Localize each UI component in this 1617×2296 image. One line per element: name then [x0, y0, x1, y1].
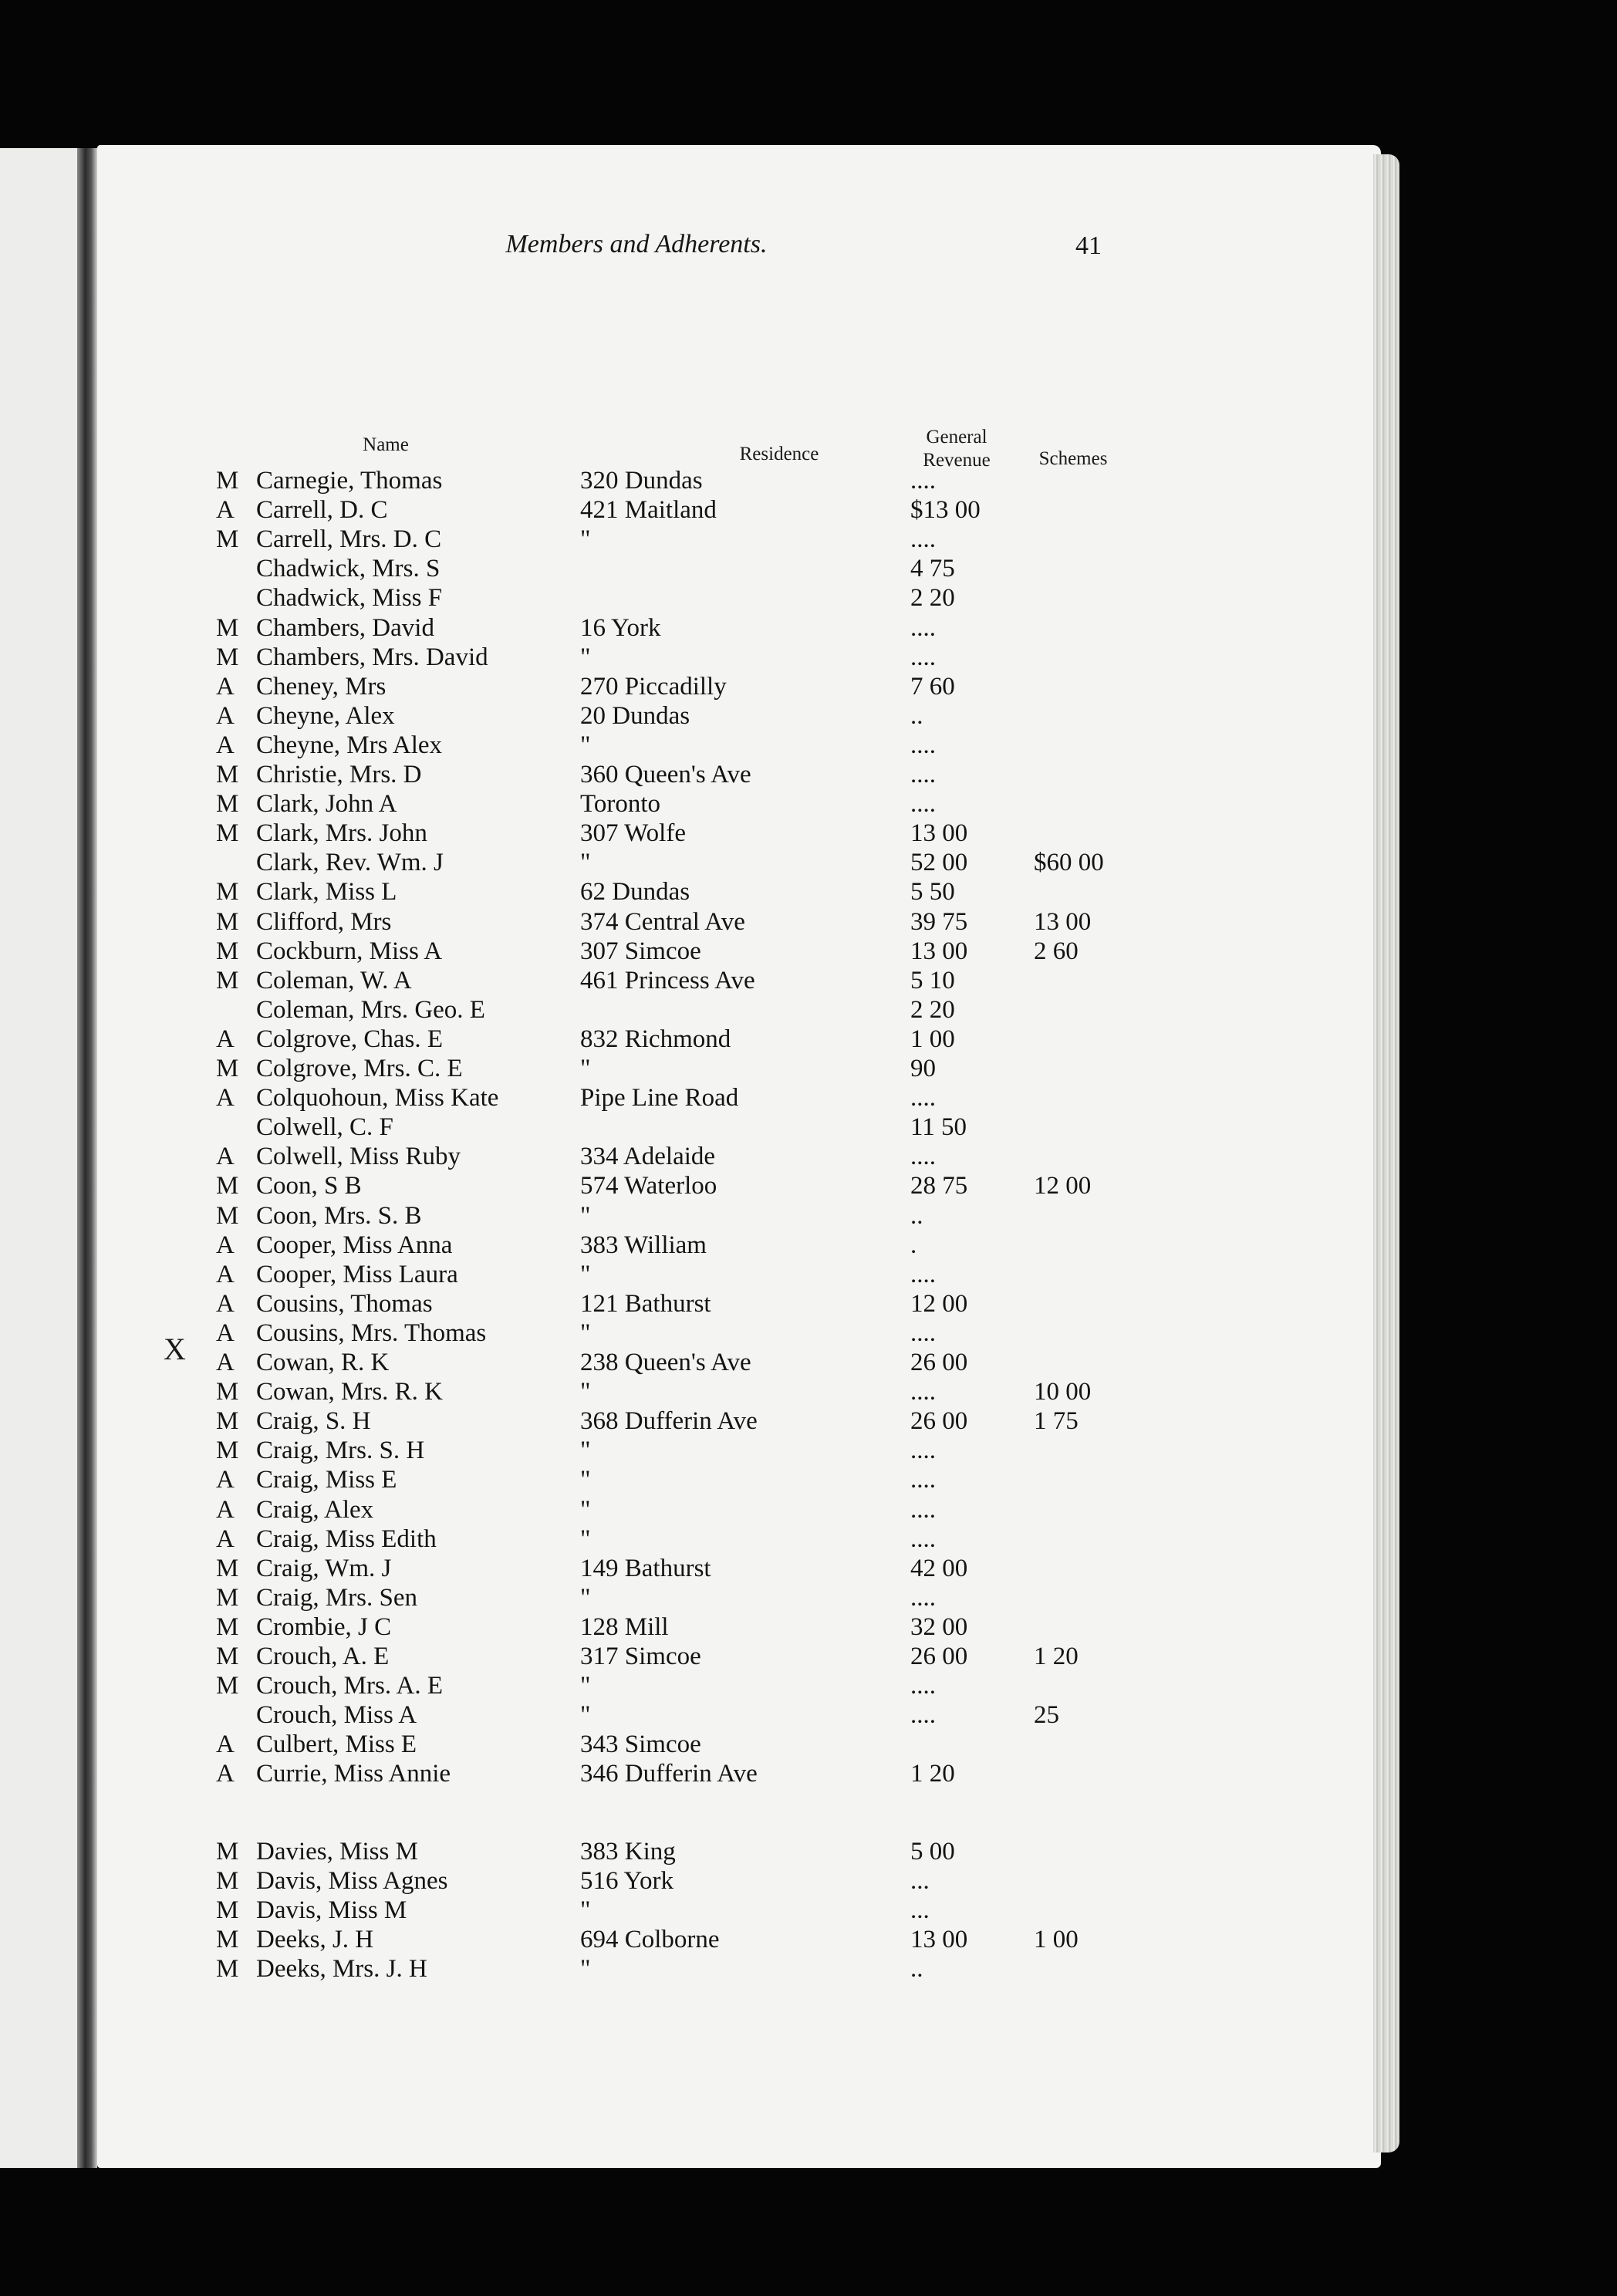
- member-status: M: [216, 1925, 239, 1953]
- member-status: A: [216, 1524, 235, 1553]
- table-row: [0, 1925, 1157, 1954]
- member-name: Coleman, W. A: [256, 966, 412, 994]
- general-revenue-amount: ....: [910, 731, 936, 759]
- member-residence: ": [580, 643, 591, 671]
- member-status: A: [216, 1466, 235, 1494]
- member-name: Clifford, Mrs: [256, 907, 392, 936]
- table-row: [0, 1495, 1157, 1524]
- page-number: 41: [1075, 231, 1102, 260]
- member-residence: 128 Mill: [580, 1612, 669, 1641]
- member-status: M: [216, 790, 239, 819]
- general-revenue-amount: 5 10: [910, 966, 955, 994]
- member-name: Craig, Miss E: [256, 1466, 397, 1494]
- column-header-general-line1: General: [926, 427, 987, 447]
- member-residence: 694 Colborne: [580, 1925, 720, 1953]
- member-residence: ": [580, 1466, 591, 1494]
- member-name: Crombie, J C: [256, 1612, 392, 1641]
- running-head: Members and Adherents.: [505, 230, 768, 258]
- member-status: M: [216, 1643, 239, 1670]
- table-row: [0, 877, 1157, 907]
- table-row: [0, 1837, 1157, 1866]
- member-status: M: [216, 1055, 239, 1082]
- member-residence: 343 Simcoe: [580, 1730, 701, 1759]
- general-revenue-amount: 11 50: [910, 1113, 967, 1142]
- member-residence: 832 Richmond: [580, 1025, 731, 1053]
- member-name: Currie, Miss Annie: [256, 1760, 451, 1788]
- general-revenue-amount: 26 00: [910, 1349, 968, 1376]
- table-row: [0, 819, 1157, 848]
- member-name: Cockburn, Miss A: [256, 937, 443, 965]
- member-residence: 149 Bathurst: [580, 1554, 711, 1582]
- table-row: [0, 1954, 1157, 1984]
- general-revenue-amount: ....: [910, 1437, 936, 1465]
- member-residence: ": [580, 1701, 591, 1730]
- member-name: Craig, Mrs. Sen: [256, 1583, 417, 1612]
- member-status: M: [216, 761, 239, 788]
- member-name: Deeks, Mrs. J. H: [256, 1954, 427, 1983]
- table-row: [0, 1025, 1157, 1054]
- member-status: M: [216, 878, 239, 907]
- table-row: [0, 1377, 1157, 1406]
- column-header-residence: Residence: [739, 444, 819, 464]
- member-residence: ": [580, 1201, 591, 1230]
- general-revenue-amount: ....: [910, 1143, 936, 1171]
- member-status: M: [216, 525, 239, 554]
- general-revenue-amount: $13 00: [910, 496, 981, 525]
- member-name: Deeks, J. H: [256, 1925, 374, 1953]
- member-residence: ": [580, 849, 591, 877]
- member-residence: 307 Wolfe: [580, 819, 686, 848]
- member-status: M: [216, 1896, 239, 1924]
- member-status: A: [216, 1319, 235, 1347]
- member-name: Cheney, Mrs: [256, 672, 387, 701]
- member-name: Craig, S. H: [256, 1407, 371, 1436]
- member-residence: ": [580, 1260, 591, 1288]
- schemes-amount: $60 00: [1034, 849, 1104, 877]
- general-revenue-amount: 13 00: [910, 937, 968, 965]
- table-row: [0, 848, 1157, 877]
- member-status: A: [216, 1730, 235, 1759]
- member-residence: 62 Dundas: [580, 878, 690, 907]
- general-revenue-amount: 1 20: [910, 1760, 955, 1788]
- table-row: [0, 495, 1157, 525]
- general-revenue-amount: 13 00: [910, 1925, 968, 1953]
- table-row: [0, 1730, 1157, 1759]
- general-revenue-amount: 13 00: [910, 819, 968, 848]
- schemes-amount: 12 00: [1034, 1172, 1092, 1200]
- member-status: M: [216, 1201, 239, 1230]
- member-residence: 461 Princess Ave: [580, 966, 755, 994]
- table-row: [0, 1866, 1157, 1896]
- member-residence: 383 King: [580, 1837, 676, 1866]
- member-name: Culbert, Miss E: [256, 1730, 417, 1759]
- member-status: M: [216, 1554, 239, 1582]
- member-name: Crouch, Mrs. A. E: [256, 1672, 443, 1700]
- member-status: A: [216, 1025, 235, 1053]
- member-residence: 346 Dufferin Ave: [580, 1760, 758, 1788]
- general-revenue-amount: 39 75: [910, 907, 968, 936]
- general-revenue-amount: ...: [910, 1896, 930, 1924]
- table-row: [0, 1319, 1157, 1348]
- table-row: [0, 1524, 1157, 1554]
- member-name: Crouch, Miss A: [256, 1701, 417, 1730]
- general-revenue-amount: 5 50: [910, 878, 955, 907]
- member-name: Cooper, Miss Laura: [256, 1260, 458, 1288]
- member-residence: ": [580, 1672, 591, 1700]
- general-revenue-amount: 2 20: [910, 584, 955, 613]
- general-revenue-amount: ....: [910, 1084, 936, 1113]
- member-status: A: [216, 1260, 235, 1288]
- member-name: Coleman, Mrs. Geo. E: [256, 995, 485, 1024]
- table-row: [0, 1436, 1157, 1465]
- member-residence: ": [580, 1583, 591, 1612]
- member-status: M: [216, 1954, 239, 1983]
- member-residence: 320 Dundas: [580, 467, 703, 495]
- member-status: A: [216, 496, 235, 525]
- table-row: [0, 613, 1157, 643]
- member-residence: ": [580, 1378, 591, 1406]
- member-status: A: [216, 1495, 235, 1524]
- general-revenue-amount: ....: [910, 1672, 936, 1700]
- general-revenue-amount: ..: [910, 1201, 923, 1230]
- general-revenue-amount: 1 00: [910, 1025, 955, 1053]
- member-status: A: [216, 701, 235, 730]
- table-row: [0, 1896, 1157, 1925]
- member-residence: 368 Dufferin Ave: [580, 1407, 758, 1436]
- member-status: M: [216, 1407, 239, 1436]
- table-row: [0, 701, 1157, 731]
- general-revenue-amount: ....: [910, 643, 936, 671]
- member-name: Cheyne, Alex: [256, 701, 395, 730]
- member-name: Cowan, R. K: [256, 1349, 390, 1376]
- member-name: Coon, S B: [256, 1172, 362, 1200]
- general-revenue-amount: ....: [910, 1378, 936, 1406]
- table-row: [0, 1406, 1157, 1436]
- member-status: M: [216, 1837, 239, 1866]
- member-name: Clark, John A: [256, 790, 397, 819]
- member-name: Clark, Mrs. John: [256, 819, 427, 848]
- general-revenue-amount: ....: [910, 1495, 936, 1524]
- general-revenue-amount: ....: [910, 613, 936, 642]
- member-status: M: [216, 1172, 239, 1200]
- member-status: A: [216, 1143, 235, 1171]
- general-revenue-amount: 52 00: [910, 849, 968, 877]
- table-row: [0, 1260, 1157, 1289]
- member-residence: ": [580, 1495, 591, 1524]
- member-name: Colwell, Miss Ruby: [256, 1143, 461, 1171]
- table-row: [0, 1465, 1157, 1494]
- member-residence: 383 William: [580, 1231, 707, 1259]
- member-name: Crouch, A. E: [256, 1643, 390, 1670]
- member-residence: ": [580, 731, 591, 759]
- member-name: Colquohoun, Miss Kate: [256, 1084, 499, 1113]
- member-name: Craig, Alex: [256, 1495, 374, 1524]
- member-name: Chadwick, Miss F: [256, 584, 443, 613]
- table-row: [0, 995, 1157, 1025]
- table-row: [0, 789, 1157, 819]
- table-row: [0, 1759, 1157, 1788]
- table-row: [0, 1554, 1157, 1583]
- general-revenue-amount: ....: [910, 1524, 936, 1553]
- general-revenue-amount: ....: [910, 467, 936, 495]
- table-row: [0, 1348, 1157, 1377]
- member-name: Chambers, David: [256, 613, 434, 642]
- column-header-schemes: Schemes: [1038, 448, 1108, 469]
- table-row: [0, 525, 1157, 554]
- member-status: M: [216, 1672, 239, 1700]
- table-row: [0, 672, 1157, 701]
- member-residence: 307 Simcoe: [580, 937, 701, 965]
- handwritten-margin-mark: X: [164, 1332, 186, 1366]
- table-row: [0, 583, 1157, 613]
- member-residence: ": [580, 1055, 591, 1082]
- member-residence: 121 Bathurst: [580, 1289, 711, 1318]
- general-revenue-amount: ....: [910, 1260, 936, 1288]
- member-name: Davies, Miss M: [256, 1837, 418, 1866]
- general-revenue-amount: ....: [910, 1583, 936, 1612]
- member-residence: ": [580, 1896, 591, 1924]
- member-residence: 334 Adelaide: [580, 1143, 716, 1171]
- member-name: Cheyne, Mrs Alex: [256, 731, 443, 759]
- member-residence: 16 York: [580, 613, 661, 642]
- table-row: [0, 1054, 1157, 1083]
- general-revenue-amount: ....: [910, 1701, 936, 1730]
- member-status: A: [216, 1289, 235, 1318]
- member-name: Coon, Mrs. S. B: [256, 1201, 422, 1230]
- member-residence: 574 Waterloo: [580, 1172, 717, 1200]
- member-name: Davis, Miss M: [256, 1896, 407, 1924]
- table-row: [0, 1642, 1157, 1671]
- member-name: Clark, Rev. Wm. J: [256, 849, 444, 877]
- general-revenue-amount: .: [910, 1231, 917, 1259]
- schemes-amount: 2 60: [1034, 937, 1079, 965]
- table-row: [0, 1142, 1157, 1171]
- member-name: Carrell, Mrs. D. C: [256, 525, 442, 554]
- schemes-amount: 1 20: [1034, 1643, 1079, 1670]
- table-row: [0, 1671, 1157, 1700]
- member-name: Craig, Mrs. S. H: [256, 1437, 425, 1465]
- member-residence: Pipe Line Road: [580, 1084, 739, 1113]
- member-residence: ": [580, 1524, 591, 1553]
- member-status: M: [216, 907, 239, 936]
- general-revenue-amount: ...: [910, 1866, 930, 1895]
- table-row: [0, 554, 1157, 583]
- member-residence: Toronto: [580, 790, 661, 819]
- general-revenue-amount: 32 00: [910, 1612, 968, 1641]
- table-row: [0, 1083, 1157, 1113]
- general-revenue-amount: 90: [910, 1055, 936, 1082]
- general-revenue-amount: 2 20: [910, 995, 955, 1024]
- general-revenue-amount: 26 00: [910, 1643, 968, 1670]
- table-row: [0, 937, 1157, 966]
- member-status: M: [216, 1866, 239, 1895]
- member-name: Carnegie, Thomas: [256, 467, 443, 495]
- member-residence: 421 Maitland: [580, 496, 717, 525]
- schemes-amount: 1 75: [1034, 1407, 1079, 1436]
- table-row: [0, 1113, 1157, 1142]
- table-row: [0, 1289, 1157, 1319]
- table-row: [0, 643, 1157, 672]
- table-row: [0, 1201, 1157, 1231]
- member-residence: ": [580, 1319, 591, 1347]
- member-name: Clark, Miss L: [256, 878, 397, 907]
- member-status: A: [216, 1349, 235, 1376]
- general-revenue-amount: ....: [910, 525, 936, 554]
- schemes-amount: 25: [1034, 1701, 1059, 1730]
- member-name: Colwell, C. F: [256, 1113, 393, 1142]
- member-name: Davis, Miss Agnes: [256, 1866, 448, 1895]
- general-revenue-amount: ....: [910, 1319, 936, 1347]
- member-status: A: [216, 1231, 235, 1259]
- table-row: [0, 907, 1157, 937]
- table-row: [0, 966, 1157, 995]
- general-revenue-amount: ..: [910, 1954, 923, 1983]
- table-row: [0, 731, 1157, 760]
- general-revenue-amount: 4 75: [910, 555, 955, 583]
- general-revenue-amount: 12 00: [910, 1289, 968, 1318]
- member-status: M: [216, 937, 239, 965]
- member-residence: ": [580, 1954, 591, 1983]
- table-row: [0, 760, 1157, 789]
- general-revenue-amount: 42 00: [910, 1554, 968, 1582]
- member-status: M: [216, 966, 239, 994]
- general-revenue-amount: 7 60: [910, 672, 955, 701]
- member-status: A: [216, 1084, 235, 1113]
- general-revenue-amount: ..: [910, 701, 923, 730]
- member-residence: ": [580, 1437, 591, 1465]
- member-status: M: [216, 1378, 239, 1406]
- member-residence: 516 York: [580, 1866, 674, 1895]
- general-revenue-amount: 26 00: [910, 1407, 968, 1436]
- general-revenue-amount: ....: [910, 790, 936, 819]
- member-residence: 270 Piccadilly: [580, 672, 727, 701]
- member-status: M: [216, 613, 239, 642]
- member-status: M: [216, 643, 239, 671]
- member-name: Colgrove, Mrs. C. E: [256, 1055, 463, 1082]
- table-row: [0, 1583, 1157, 1612]
- table-row: [0, 1700, 1157, 1730]
- member-residence: 360 Queen's Ave: [580, 761, 751, 788]
- member-residence: ": [580, 525, 591, 554]
- schemes-amount: 13 00: [1034, 907, 1092, 936]
- member-name: Craig, Miss Edith: [256, 1524, 437, 1553]
- member-name: Christie, Mrs. D: [256, 761, 422, 788]
- general-revenue-amount: ....: [910, 761, 936, 788]
- member-status: A: [216, 672, 235, 701]
- member-status: M: [216, 1437, 239, 1465]
- member-name: Cousins, Thomas: [256, 1289, 433, 1318]
- member-name: Chadwick, Mrs. S: [256, 555, 441, 583]
- member-status: M: [216, 1612, 239, 1641]
- general-revenue-amount: 28 75: [910, 1172, 968, 1200]
- member-name: Craig, Wm. J: [256, 1554, 392, 1582]
- general-revenue-amount: 5 00: [910, 1837, 955, 1866]
- member-status: M: [216, 467, 239, 495]
- member-name: Cowan, Mrs. R. K: [256, 1378, 444, 1406]
- table-row: [0, 466, 1157, 495]
- member-name: Colgrove, Chas. E: [256, 1025, 443, 1053]
- member-name: Chambers, Mrs. David: [256, 643, 488, 671]
- member-status: A: [216, 1760, 235, 1788]
- member-residence: 20 Dundas: [580, 701, 690, 730]
- member-status: A: [216, 731, 235, 759]
- member-name: Cooper, Miss Anna: [256, 1231, 453, 1259]
- general-revenue-amount: ....: [910, 1466, 936, 1494]
- member-status: M: [216, 1583, 239, 1612]
- member-residence: 317 Simcoe: [580, 1643, 701, 1670]
- schemes-amount: 10 00: [1034, 1378, 1092, 1406]
- table-row: [0, 1612, 1157, 1642]
- schemes-amount: 1 00: [1034, 1925, 1079, 1953]
- table-row: [0, 1231, 1157, 1260]
- member-status: M: [216, 819, 239, 848]
- table-row: [0, 1171, 1157, 1200]
- column-header-name: Name: [363, 434, 409, 455]
- member-residence: 374 Central Ave: [580, 907, 745, 936]
- column-header-general-line2: Revenue: [923, 450, 991, 471]
- member-residence: 238 Queen's Ave: [580, 1349, 751, 1376]
- member-name: Carrell, D. C: [256, 496, 388, 525]
- member-name: Cousins, Mrs. Thomas: [256, 1319, 487, 1347]
